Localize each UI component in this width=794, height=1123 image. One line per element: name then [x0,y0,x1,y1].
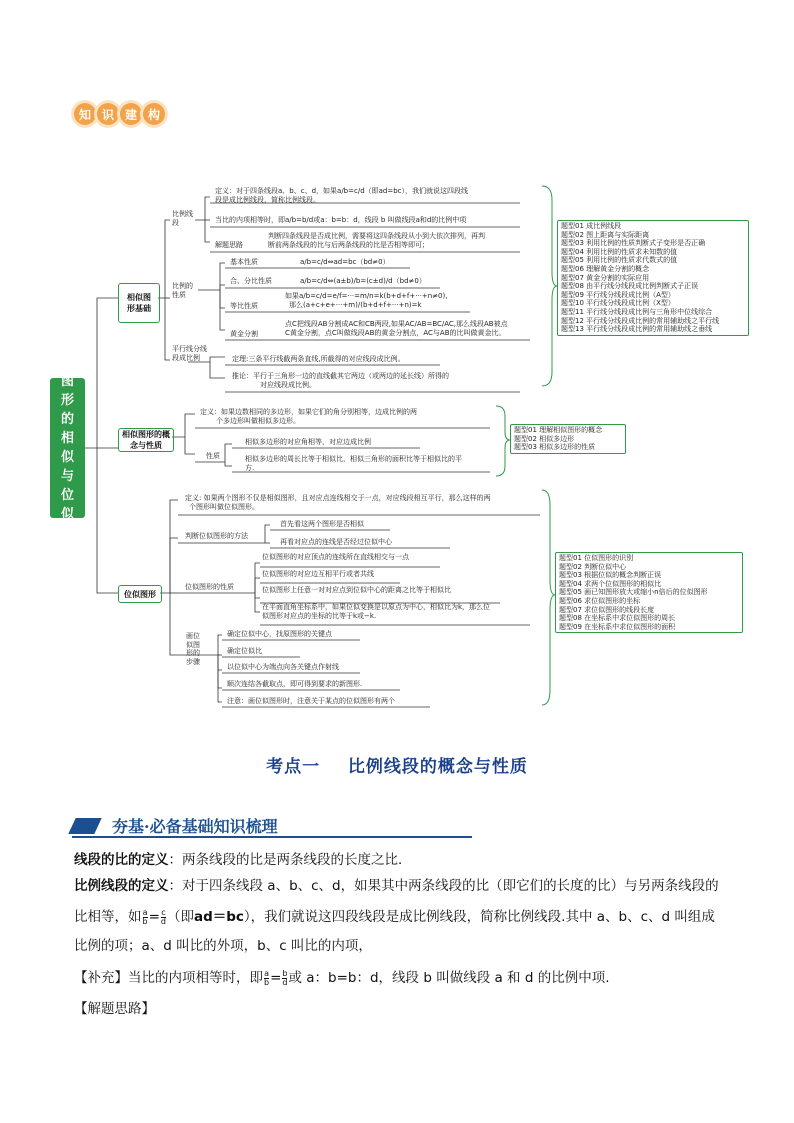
para-supplement [74,966,724,991]
xz-val [285,320,508,337]
type-item: 题型10 平行线分线段成比例（X型） [561,299,675,308]
sec2-def-line: 定义：如果边数相同的多边形，如果它们的角分别相等，边成比例的两 [200,408,417,416]
sec3-xz4 [262,603,490,620]
text: 比例的项；a、d 叫比的外项，b、c 叫比的内项， [74,938,372,954]
type-item: 题型02 相似多边形 [514,434,575,443]
pd-label: 判断位似图形的方法 [185,532,248,540]
type-item: 题型01 理解相似图形的概念 [514,426,603,434]
hz-step: 注意：画位似图形时，注意关于某点的位似图形有两个 [227,697,395,705]
type-item: 题型01 位似图形的识别 [559,554,634,562]
xz-val: a/b=c/d⇔ad=bc（bd≠0） [300,258,390,266]
sec2-node [118,428,174,452]
type-item: 题型06 理解黄金分割的概念 [561,264,650,273]
hz-step: 顺次连结各截取点，即可得到要求的新图形. [227,680,363,688]
badge-char: 构 [143,103,165,125]
xz-key: 黄金分割 [230,330,258,338]
type-item: 题型11 平行线分线段成比例与三角形中位线综合 [561,307,713,316]
sec1-title: 相似图形基础 [127,293,151,313]
silu-text [268,232,485,249]
bili-label: 比例线段 [172,210,193,227]
band-underline [72,836,472,838]
xz-val-line: 点C把线段AB分割成AC和CB两段,如果AC/AB=BC/AC,那么线段AB被点 [285,320,508,328]
denominator: b [264,977,270,987]
root-label: 图形的相似与位似 [60,374,74,522]
term: 线段的比的定义 [74,852,169,868]
equals: = [148,909,160,925]
hz-step: 确定位似中心，找原图形的关键点 [227,630,332,638]
type-item: 题型02 判断位似中心 [559,562,627,571]
sec1-node [118,283,160,323]
xz-val-line: C黄金分割，点C叫做线段AB的黄金分割点，AC与AB的比叫做黄金比。 [285,328,506,337]
badge-char: 知 [74,103,96,125]
type-item: 题型04 求两个位似图形的相似比 [559,579,662,588]
hz-label: 画位似图形的步骤 [186,632,200,666]
type-item: 题型09 平行线分线段成比例（A型） [561,290,675,299]
para-proportional [74,874,724,959]
bili-def-line: 定义：对于四条线段a、b、c、d，如果a/b=c/d（即ad=bc），我们就说这四段线 [215,187,469,195]
sec2-xz2-line: 方. [245,463,255,472]
text: ），我们就说这四段线段是成比例线段，简称比例线段.其中 a、b、c、d 叫组成 [243,909,715,925]
xingzhi-label: 比例的性质 [172,282,193,299]
silu-line: 判断四条线段是否成比例，需要将这四条线段从小到大依次排列，再判 [268,232,485,240]
type-item: 题型04 利用比例的性质求未知数的值 [561,247,678,256]
hz-step: 确定位似比 [227,647,262,655]
sec3-xz-item: 位似图形的对应边互相平行或者共线 [262,570,374,578]
bili-def [215,187,468,204]
pingxing-d2 [232,372,449,389]
xz-val [285,292,447,309]
type-item: 题型06 求位似图形的坐标 [559,596,641,605]
silu-label: 解题思路 [215,241,243,249]
text: （即 [166,909,194,925]
para-segment-ratio [74,848,724,873]
badge-char: 建 [120,103,142,125]
badge-char: 识 [97,103,119,125]
sec3-def-line: 个图形叫做位似图形。 [189,502,259,511]
numerator: a [264,968,269,978]
fraction [282,970,287,987]
sec2-def [200,408,417,425]
term: 比例线段的定义 [74,878,169,894]
type-item: 题型09 在坐标系中求位似图形的面积 [559,622,676,631]
pingxing-line: 对应线段成比例。 [260,380,316,389]
type-item: 题型03 利用比例的性质判断式子变形是否正确 [561,239,706,248]
text: 【补充】当比的内项相等时，即 [74,970,263,986]
para-approach: 【解题思路】 [74,1001,155,1017]
numerator: a [142,907,148,917]
pingxing-label: 平行线分线段成比例 [172,345,207,362]
text: ：两条线段的比是两条线段的长度之比． [168,852,412,868]
sec3-xz-label: 位似图形的性质 [185,583,234,591]
type-item: 题型03 相似多边形的性质 [514,443,596,452]
sec3-xz4-line: 在平面直角坐标系中，如果位似变换是以原点为中心，相似比为k，那么位 [262,603,491,611]
sec2-types-box [510,424,626,454]
sec1-types-box [557,220,749,336]
sec3-def-line: 定义: 如果两个图形不仅是相似图形，且对应点连线相交于一点，对应线段相互平行，那么这样的两 [185,494,491,502]
sec2-xz2 [245,455,462,472]
type-item: 题型05 画已知图形放大或缩小n倍后的位似图形 [559,588,708,597]
bili-def-line: 段是成比例线段，简称比例线段。 [215,195,320,204]
hz-step: 以位似中心为端点向各关键点作射线 [227,663,339,671]
numerator: c [161,907,166,917]
xz-key: 合、分比性质 [230,277,272,285]
sec2-title: 相似图形的概念与性质 [122,430,170,450]
type-item: 题型07 求位似图形的线段长度 [559,605,655,614]
sec3-def [185,494,491,511]
xz-val-line: 那么(a+c+e+···+m)/(b+d+f+···+n)=k [289,300,422,309]
sec2-xz2-line: 相似多边形的周长比等于相似比，相似三角形的面积比等于相似比的平 [245,455,462,463]
sec3-node: 位似图形 [118,585,162,603]
text: ：对于四条线段 a、b、c、d，如果其中两条线段的比（即它们的长度的比）与另两条线段的 [168,878,719,894]
mindmap-root [50,374,85,522]
xz-key: 基本性质 [230,258,258,266]
type-item: 题型08 由平行线分线段成比例判断式子正误 [561,282,699,291]
equation: ad＝bc [193,909,244,925]
xz-val: a/b=c/d⇔(a±b)/b=(c±d)/d（bd≠0） [300,277,426,285]
sec2-def-line: 个多边形叫做相似多边形。 [216,416,300,425]
fraction [161,909,166,926]
pd-item: 再看对应点的连线是否经过位似中心 [280,538,392,546]
section-band [72,814,472,838]
bili-zhong: 当比的内项相等时，即a/b=b/d或a：b=b：d，线段 b 叫做线段a和d的比例中项 [215,216,467,224]
sec3-xz4-line: 似图形对应点的坐标的比等于k或−k. [262,611,377,620]
type-item: 题型05 利用比例的性质求代数式的值 [561,256,678,265]
fraction [143,909,148,926]
type-item: 题型12 平行线分线段成比例的常用辅助线之平行线 [561,316,720,325]
xz-key: 等比性质 [230,302,258,310]
type-item: 题型08 在坐标系中求位似图形的周长 [559,614,676,623]
text: 或 a：b=b：d，线段 b 叫做线段 a 和 d 的比例中项. [288,970,610,986]
silu-line: 断前两条线段的比与后两条线段的比是否相等即可； [268,240,429,249]
section-title: 考点一 比例线段的概念与性质 [266,757,528,777]
type-item: 题型13 平行线分线段成比例的常用辅助线之垂线 [561,325,713,334]
denominator: d [160,916,166,926]
numerator: b [282,968,288,978]
type-item: 题型02 图上距离与实际距离 [561,230,650,239]
pingxing-d1: 定理:三条平行线截两条直线,所截得的对应线段成比例。 [232,355,405,363]
band-marker [68,818,101,834]
denominator: b [142,916,148,926]
type-item: 题型07 黄金分割的实际应用 [561,273,650,282]
xz-val-line: 如果a/b=c/d=e/f=···=m/n=k(b+d+f+···+n≠0), [285,292,448,300]
denominator: d [282,977,288,987]
sec2-xz1: 相似多边形的对应角相等，对应边成比例 [245,438,371,446]
sec3-xz-item: 位似图形上任意一对对应点到位似中心的距离之比等于相似比 [262,586,451,594]
sec2-xz-label: 性质 [206,452,220,460]
type-item: 题型03 根据位似的概念判断正误 [559,571,662,580]
sec3-types-box [555,552,743,633]
pd-item: 首先看这两个图形是否相似 [280,520,364,528]
sec3-xz-item: 位似图形的对应顶点的连线所在直线相交与一点 [262,553,409,561]
equals: = [270,970,282,986]
type-item: 题型01 成比例线段 [561,222,622,230]
fraction [264,970,269,987]
band-label: 夯基·必备基础知识梳理 [112,817,278,836]
text: 比相等，如 [74,909,142,925]
pingxing-line: 推论：平行于三角形一边的直线截其它两边（或两边的延长线）所得的 [232,372,449,380]
